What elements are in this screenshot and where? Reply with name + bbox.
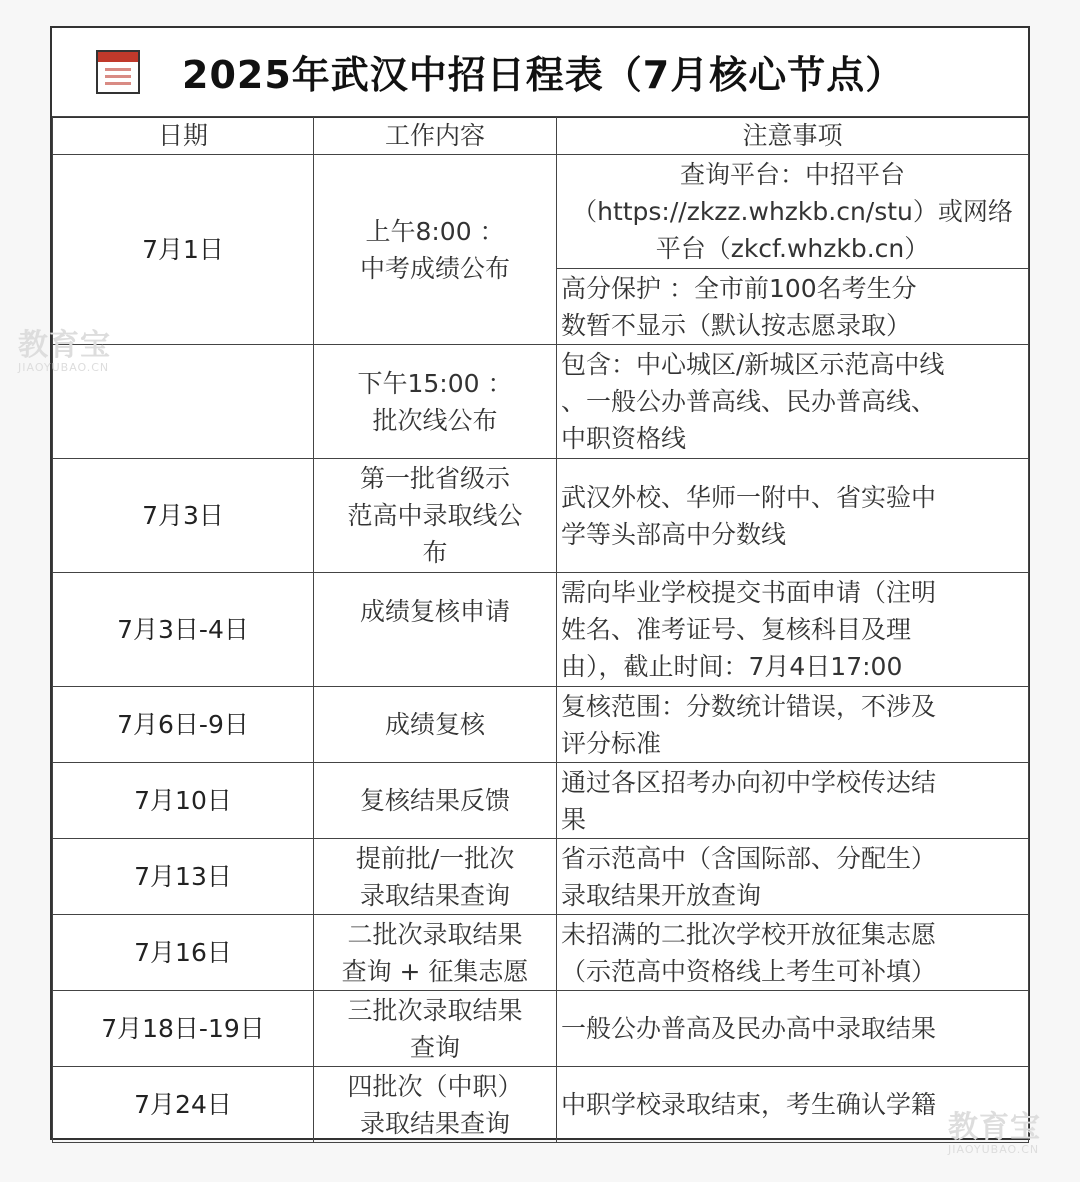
cell-date: 7月10日 — [53, 763, 314, 839]
cell-work: 复核结果反馈 — [314, 763, 557, 839]
cell-work: 提前批/一批次 录取结果查询 — [314, 839, 557, 915]
cell-date: 7月16日 — [53, 915, 314, 991]
table-row — [53, 345, 1029, 459]
table-header-row — [53, 117, 1029, 155]
cell-date: 7月1日 — [53, 155, 314, 345]
cell-date: 7月3日 — [53, 459, 314, 573]
cell-note: 高分保护 ：全市前100名考生分 数暂不显示（默认按志愿录取） — [557, 269, 1029, 345]
cell-note: 省示范高中（含国际部、分配生） 录取结果开放查询 — [557, 839, 1029, 915]
watermark-url: JIAOYUBAO.CN — [948, 1143, 1040, 1156]
cell-date: 7月6日-9日 — [53, 687, 314, 763]
page-title: 2025年武汉中招日程表（7月核心节点） — [182, 53, 905, 97]
watermark-url: JIAOYUBAO.CN — [18, 361, 110, 374]
cell-work: 第一批省级示 范高中录取线公 布 — [314, 459, 557, 573]
watermark-text: 教育宝 — [948, 1110, 1041, 1145]
cell-date: 7月3日-4日 — [53, 573, 314, 687]
cell-note: 通过各区招考办向初中学校传达结 果 — [557, 763, 1029, 839]
cell-work: 上午8:00 ： 中考成绩公布 — [314, 155, 557, 345]
table-row — [53, 573, 1029, 687]
table-row — [53, 991, 1029, 1067]
header-work: 工作内容 — [314, 117, 557, 155]
table-row — [53, 839, 1029, 915]
cell-work: 四批次（中职） 录取结果查询 — [314, 1067, 557, 1143]
cell-note: 复核范围：分数统计错误，不涉及 评分标准 — [557, 687, 1029, 763]
cell-note: 需向毕业学校提交书面申请（注明 姓名、准考证号、复核科目及理 由），截止时间：7月4日17:00 — [557, 573, 1029, 687]
table-row — [53, 763, 1029, 839]
title-row — [52, 28, 1028, 118]
table-row — [53, 687, 1029, 763]
table-row — [53, 459, 1029, 573]
cell-note: 查询平台：中招平台 （https://zkzz.whzkb.cn/stu）或网络 平台（zkcf.whzkb.cn） — [557, 155, 1029, 269]
cell-work: 成绩复核 — [314, 687, 557, 763]
cell-work: 下午15:00 ： 批次线公布 — [314, 345, 557, 459]
cell-note: 一般公办普高及民办高中录取结果 — [557, 991, 1029, 1067]
cell-note: 中职学校录取结束，考生确认学籍 — [557, 1067, 1029, 1143]
table-row — [53, 1067, 1029, 1143]
header-date: 日期 — [53, 117, 314, 155]
table-row — [53, 155, 1029, 269]
cell-date: 7月24日 — [53, 1067, 314, 1143]
cell-note: 包含：中心城区/新城区示范高中线 、一般公办普高线、民办普高线、 中职资格线 — [557, 345, 1029, 459]
header-note: 注意事项 — [557, 117, 1029, 155]
cell-work: 二批次录取结果 查询 + 征集志愿 — [314, 915, 557, 991]
cell-note: 武汉外校、华师一附中、省实验中 学等头部高中分数线 — [557, 459, 1029, 573]
schedule-table — [52, 116, 1029, 1143]
watermark-text: 教育宝 — [18, 328, 111, 363]
watermark-left — [18, 330, 111, 374]
schedule-document — [50, 26, 1030, 1140]
cell-work: 成绩复核申请 — [314, 573, 557, 687]
cell-date: 7月13日 — [53, 839, 314, 915]
watermark-right — [948, 1112, 1041, 1156]
cell-date: 7月18日-19日 — [53, 991, 314, 1067]
table-row — [53, 915, 1029, 991]
calendar-icon — [96, 50, 140, 94]
cell-note: 未招满的二批次学校开放征集志愿 （示范高中资格线上考生可补填） — [557, 915, 1029, 991]
cell-work: 三批次录取结果 查询 — [314, 991, 557, 1067]
